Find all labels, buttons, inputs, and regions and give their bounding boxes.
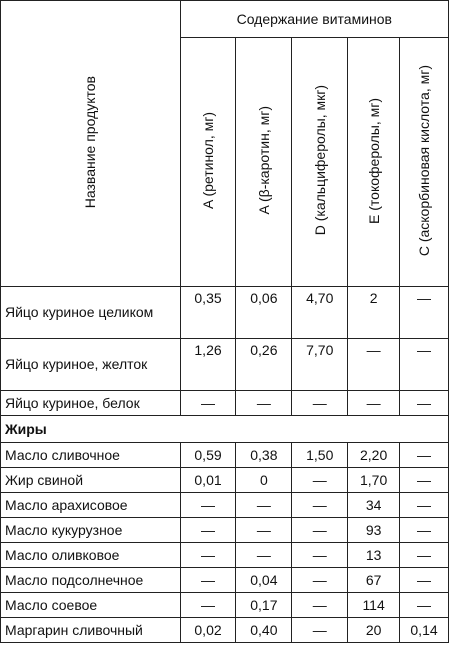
table-row <box>1 543 449 568</box>
table-row <box>1 518 449 543</box>
product-name: Масло подсолнечное <box>1 568 181 593</box>
cell-e: 67 <box>348 568 400 593</box>
cell-d: 1,50 <box>292 443 348 468</box>
cell-a-carotene: 0,26 <box>236 339 292 391</box>
cell-e: 93 <box>348 518 400 543</box>
cell-d: — <box>292 518 348 543</box>
cell-c: — <box>400 568 449 593</box>
cell-a-carotene: — <box>236 518 292 543</box>
cell-c: — <box>400 493 449 518</box>
cell-e: 20 <box>348 618 400 643</box>
table-row <box>1 339 449 391</box>
cell-c: 0,14 <box>400 618 449 643</box>
product-name: Маргарин сливочный <box>1 618 181 643</box>
vitamin-group-header: Содержание витаминов <box>180 1 448 38</box>
cell-a-retinol: — <box>180 391 236 416</box>
cell-a-carotene: — <box>236 543 292 568</box>
cell-e: 2 <box>348 287 400 339</box>
product-name: Масло сливочное <box>1 443 181 468</box>
cell-c: — <box>400 543 449 568</box>
cell-d: 7,70 <box>292 339 348 391</box>
cell-e: — <box>348 391 400 416</box>
product-name: Яйцо куриное, белок <box>1 391 181 416</box>
cell-c: — <box>400 443 449 468</box>
cell-a-retinol: — <box>180 518 236 543</box>
cell-c: — <box>400 287 449 339</box>
cell-a-retinol: 0,01 <box>180 468 236 493</box>
cell-a-retinol: 0,59 <box>180 443 236 468</box>
cell-d: — <box>292 593 348 618</box>
cell-c: — <box>400 339 449 391</box>
cell-d: — <box>292 618 348 643</box>
cell-c: — <box>400 518 449 543</box>
cell-a-retinol: 0,35 <box>180 287 236 339</box>
cell-a-retinol: 1,26 <box>180 339 236 391</box>
cell-d: — <box>292 568 348 593</box>
vitamin-a-retinol-header: A (ретинол, мг) <box>180 38 236 287</box>
cell-e: 13 <box>348 543 400 568</box>
cell-a-carotene: — <box>236 391 292 416</box>
cell-a-carotene: 0,38 <box>236 443 292 468</box>
product-name: Масло кукурузное <box>1 518 181 543</box>
cell-d: — <box>292 543 348 568</box>
cell-a-retinol: — <box>180 493 236 518</box>
cell-a-carotene: 0,04 <box>236 568 292 593</box>
product-name-header <box>1 1 181 287</box>
table-row <box>1 443 449 468</box>
cell-d: — <box>292 391 348 416</box>
cell-e: 34 <box>348 493 400 518</box>
table-row <box>1 618 449 643</box>
product-name: Масло оливковое <box>1 543 181 568</box>
cell-a-carotene: 0,06 <box>236 287 292 339</box>
cell-a-carotene: 0 <box>236 468 292 493</box>
cell-e: 1,70 <box>348 468 400 493</box>
table-row <box>1 287 449 339</box>
vitamin-a-carotene-header: A (β-каротин, мг) <box>236 38 292 287</box>
product-name: Яйцо куриное, желток <box>1 339 181 391</box>
vitamin-d-header: D (кальциферолы, мкг) <box>292 38 348 287</box>
vitamin-c-header: C (аскорбиновая кислота, мг) <box>400 38 449 287</box>
product-name: Масло соевое <box>1 593 181 618</box>
vitamin-e-header: E (токоферолы, мг) <box>348 38 400 287</box>
table-row <box>1 568 449 593</box>
section-fats-title: Жиры <box>1 416 449 443</box>
cell-c: — <box>400 468 449 493</box>
table-row <box>1 468 449 493</box>
product-name: Жир свиной <box>1 468 181 493</box>
cell-a-carotene: 0,17 <box>236 593 292 618</box>
cell-d: — <box>292 493 348 518</box>
cell-e: — <box>348 339 400 391</box>
cell-e: 2,20 <box>348 443 400 468</box>
cell-e: 114 <box>348 593 400 618</box>
product-name-header-text: Название продуктов <box>82 75 99 209</box>
cell-d: 4,70 <box>292 287 348 339</box>
table-row <box>1 391 449 416</box>
cell-c: — <box>400 593 449 618</box>
cell-a-retinol: — <box>180 593 236 618</box>
cell-d: — <box>292 468 348 493</box>
cell-a-carotene: 0,40 <box>236 618 292 643</box>
section-row <box>1 416 449 443</box>
cell-a-retinol: — <box>180 568 236 593</box>
cell-a-carotene: — <box>236 493 292 518</box>
cell-a-retinol: — <box>180 543 236 568</box>
product-name: Яйцо куриное целиком <box>1 287 181 339</box>
cell-a-retinol: 0,02 <box>180 618 236 643</box>
cell-c: — <box>400 391 449 416</box>
product-name: Масло арахисовое <box>1 493 181 518</box>
table-row <box>1 593 449 618</box>
table-row <box>1 493 449 518</box>
